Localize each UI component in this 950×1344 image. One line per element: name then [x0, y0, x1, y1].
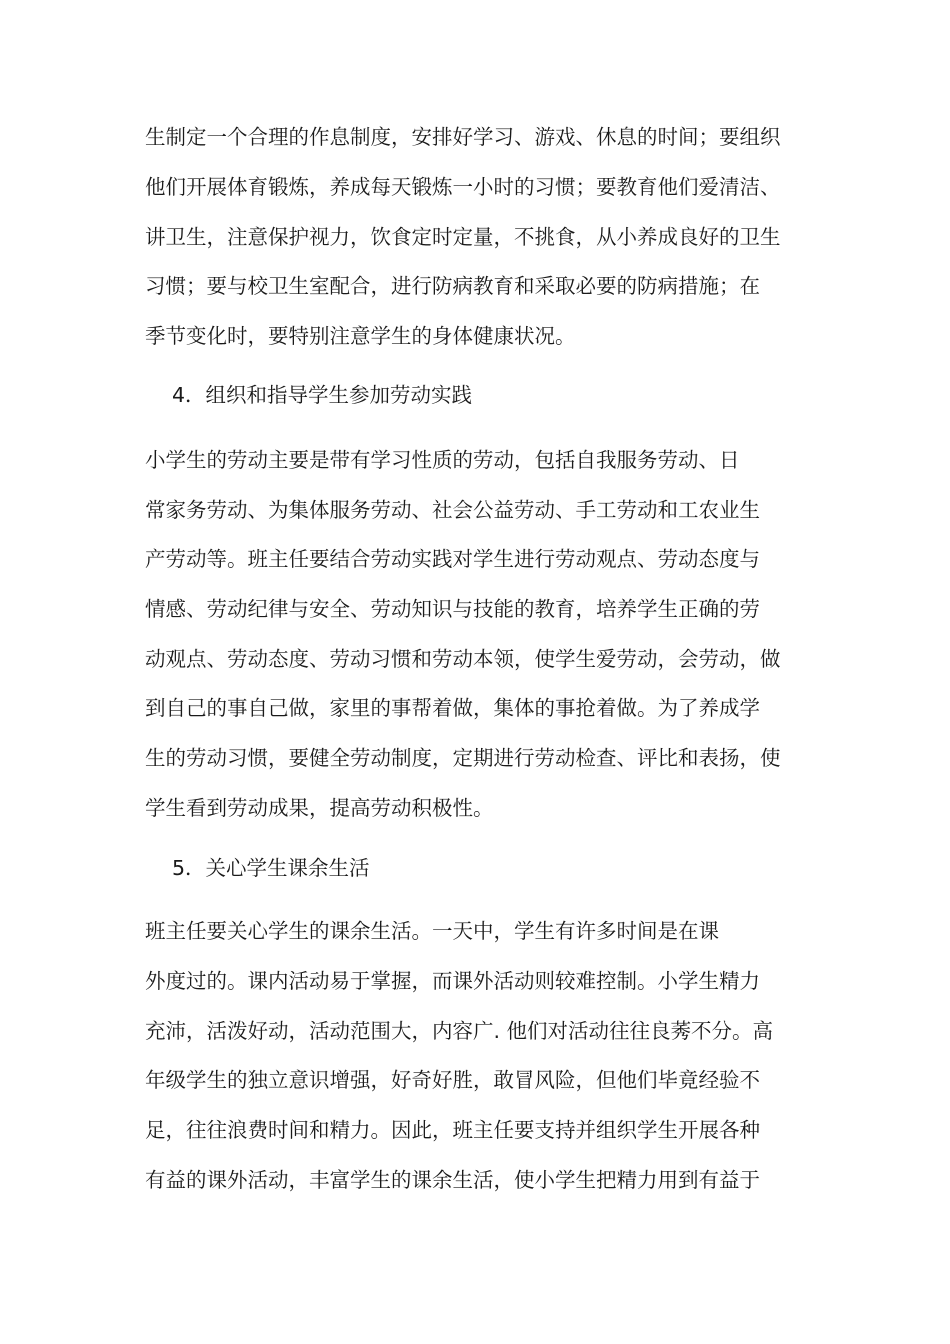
paragraph-1-line-3: 讲卫生，注意保护视力，饮食定时定量，不挑食，从小养成良好的卫生	[145, 225, 781, 249]
paragraph-3-line-3: 充沛，活泼好动，活动范围大，内容广. 他们对活动往往良莠不分。高	[145, 1019, 774, 1043]
paragraph-2-line-7: 生的劳动习惯，要健全劳动制度，定期进行劳动检查、评比和表扬，使	[145, 746, 781, 770]
paragraph-2-line-6: 到自己的事自己做，家里的事帮着做，集体的事抢着做。为了养成学	[145, 696, 760, 720]
paragraph-3-line-2: 外度过的。课内活动易于掌握，而课外活动则较难控制。小学生精力	[145, 969, 760, 993]
section-heading-5: 5．关心学生课余生活	[172, 856, 370, 880]
paragraph-1-line-1: 生制定一个合理的作息制度，安排好学习、游戏、休息的时间；要组织	[145, 125, 781, 149]
section-heading-4: 4．组织和指导学生参加劳动实践	[172, 383, 473, 407]
paragraph-1-line-5: 季节变化时，要特别注意学生的身体健康状况。	[145, 324, 576, 348]
paragraph-2-line-5: 动观点、劳动态度、劳动习惯和劳动本领，使学生爱劳动，会劳动，做	[145, 647, 781, 671]
paragraph-2-line-1: 小学生的劳动主要是带有学习性质的劳动，包括自我服务劳动、日	[145, 448, 740, 472]
paragraph-1-line-4: 习惯；要与校卫生室配合，进行防病教育和采取必要的防病措施；在	[145, 274, 760, 298]
paragraph-3-line-4: 年级学生的独立意识增强，好奇好胜，敢冒风险，但他们毕竟经验不	[145, 1068, 760, 1092]
paragraph-2-line-3: 产劳动等。班主任要结合劳动实践对学生进行劳动观点、劳动态度与	[145, 547, 760, 571]
paragraph-3-line-1: 班主任要关心学生的课余生活。一天中，学生有许多时间是在课	[145, 919, 719, 943]
paragraph-2-line-8: 学生看到劳动成果，提高劳动积极性。	[145, 796, 494, 820]
paragraph-2-line-2: 常家务劳动、为集体服务劳动、社会公益劳动、手工劳动和工农业生	[145, 498, 760, 522]
paragraph-2-line-4: 情感、劳动纪律与安全、劳动知识与技能的教育，培养学生正确的劳	[145, 597, 760, 621]
paragraph-3-line-5: 足，往往浪费时间和精力。因此，班主任要支持并组织学生开展各种	[145, 1118, 760, 1142]
paragraph-1-line-2: 他们开展体育锻炼，养成每天锻炼一小时的习惯；要教育他们爱清洁、	[145, 175, 781, 199]
paragraph-3-line-6: 有益的课外活动，丰富学生的课余生活，使小学生把精力用到有益于	[145, 1168, 760, 1192]
